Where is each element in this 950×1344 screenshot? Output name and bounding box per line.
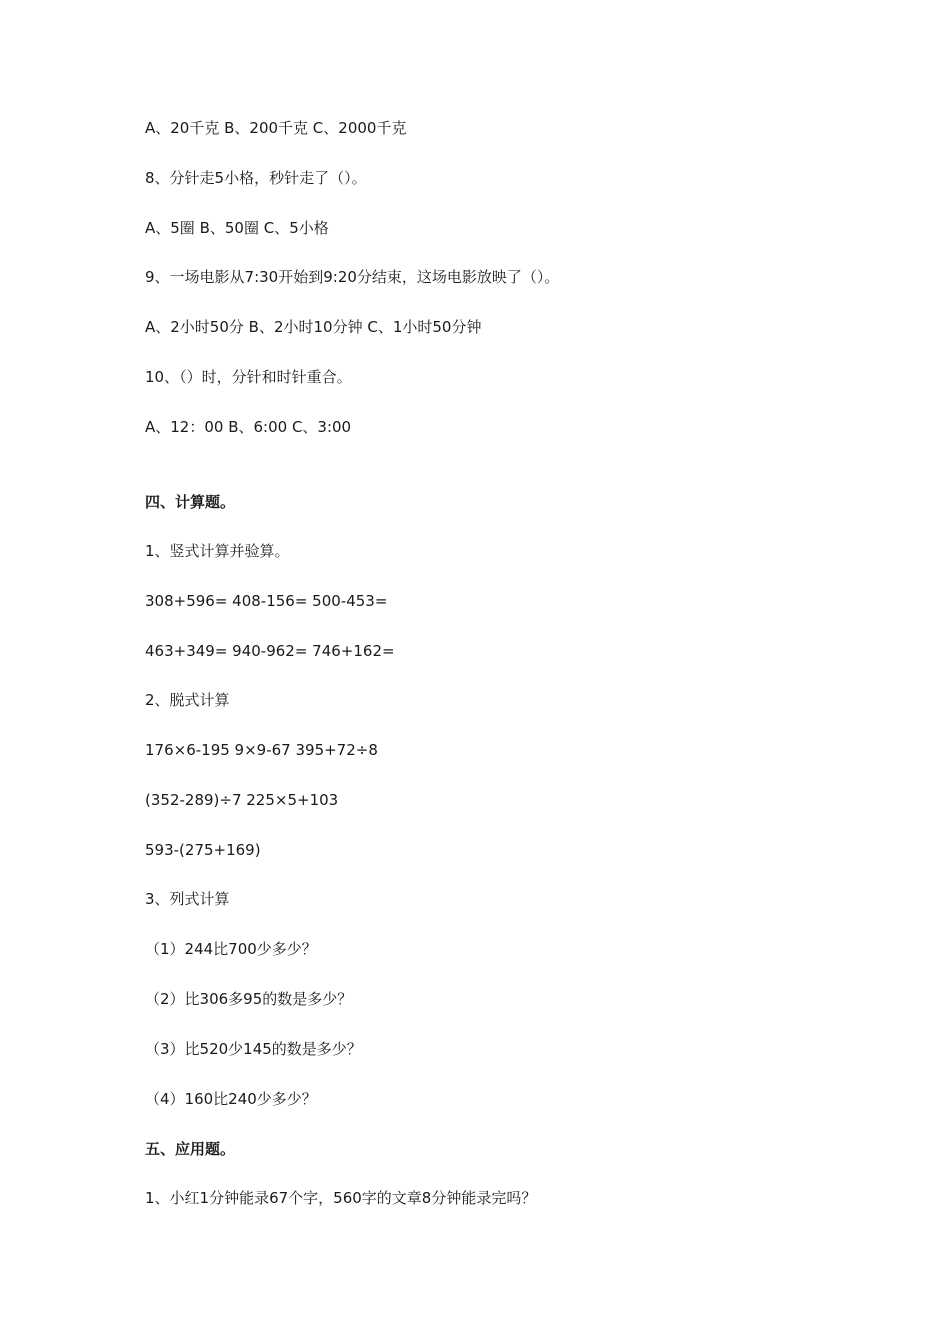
calc-1-title: 1、竖式计算并验算。 <box>145 542 290 560</box>
calc-3-item-3: （3）比520少145的数是多少？ <box>145 1040 362 1058</box>
q10-question: 10、（）时，分针和时针重合。 <box>145 368 352 386</box>
calc-2-row-1: 176×6-195 9×9-67 395+72÷8 <box>145 741 378 759</box>
calc-1-row-2: 463+349= 940-962= 746+162= <box>145 642 395 660</box>
q9-options: A、2小时50分 B、2小时10分钟 C、1小时50分钟 <box>145 318 482 336</box>
calc-3-item-2: （2）比306多95的数是多少？ <box>145 990 353 1008</box>
q8-question: 8、分针走5小格，秒针走了（）。 <box>145 169 367 187</box>
calc-2-row-3: 593-(275+169) <box>145 841 261 859</box>
q7-options: A、20千克 B、200千克 C、2000千克 <box>145 119 407 137</box>
calc-2-title: 2、脱式计算 <box>145 691 230 709</box>
q8-options: A、5圈 B、50圈 C、5小格 <box>145 219 329 237</box>
q9-question: 9、一场电影从7:30开始到9:20分结束，这场电影放映了（）。 <box>145 268 560 286</box>
section-four-heading: 四、计算题。 <box>145 493 236 511</box>
app-question-1: 1、小红1分钟能录67个字，560字的文章8分钟能录完吗？ <box>145 1189 537 1207</box>
q10-options: A、12：00 B、6:00 C、3:00 <box>145 418 352 436</box>
section-five-heading: 五、应用题。 <box>145 1140 236 1158</box>
calc-3-item-4: （4）160比240少多少？ <box>145 1090 317 1108</box>
calc-2-row-2: (352-289)÷7 225×5+103 <box>145 791 339 809</box>
calc-3-title: 3、列式计算 <box>145 890 230 908</box>
calc-3-item-1: （1）244比700少多少？ <box>145 940 317 958</box>
calc-1-row-1: 308+596= 408-156= 500-453= <box>145 592 388 610</box>
